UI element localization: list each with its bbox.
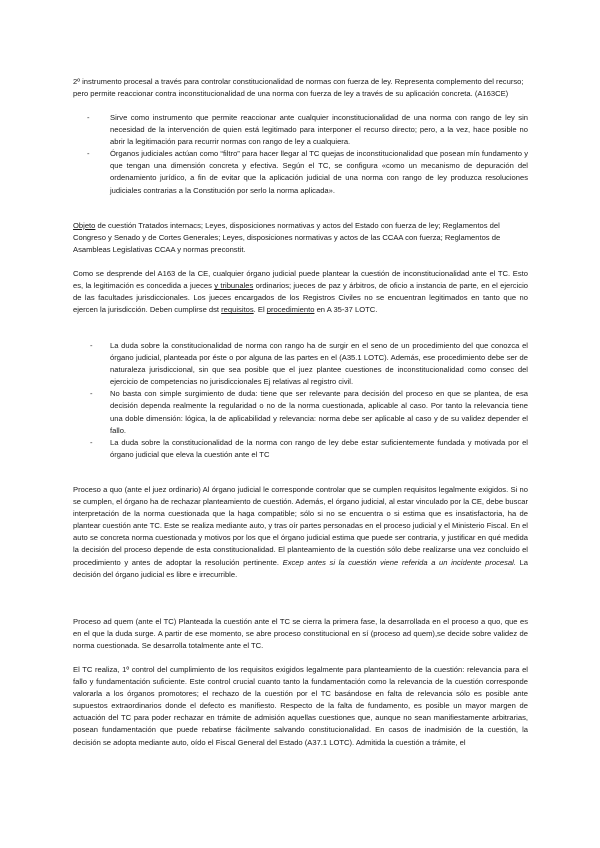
tc-realiza-paragraph: El TC realiza, 1º control del cumplimiento de los requisitos exigidos legalmente para planteamiento de la cuestión: relevancia para el fallo y fundamentación suficiente. Este control crucial cuanto tanto la fundamentación como la relevancia de la cuestión corresponde valorarla a los órganos promotores; el rechazo de la cuestión por el TC basándose en falta de relevancia sólo es posible ante supuestos extraordinarios donde el defecto es manifiesto. Respecto de la falta de fundamento, es posible un mayor margen de actuación del TC para poder rechazar en trámite de admisión aquellas cuestiones que, aunque no sean manifiestamente arbitrarias, posean fundamentación que puede rebatirse fácilmente salvando constitucionalidad. En casos de inadmisión de la cuestión, la decisión se adopta mediante auto, oído el Fiscal General del Estado (A37.1 LOTC). Admitida la cuestión a trámite, el <box>73 665 528 747</box>
proceso-ad-quem-paragraph: Proceso ad quem (ante el TC) Planteada la cuestión ante el TC se cierra la primera fase, la desarrollada en el proceso a quo, que es en el que la duda surge. A partir de ese momento, se abre proceso constitucional en sí (proceso ad quem),se decide sobre validez de norma cuestionada. Se desarrolla totalmente ante el TC. <box>73 617 528 651</box>
text-run: Como se desprende del A163 de la CE, cualquier órgano judicial puede plantear la cuestión de inconstitucionalidad ante el TC. Esto es, la legitimación es concedida a jueces <box>73 269 528 291</box>
bullet-list-2 <box>73 340 528 461</box>
text-run: Proceso a quo (ante el juez ordinario) Al órgano judicial le corresponde controlar que se cumplen requisitos legalmente exigidos. Si no se cumplen, el órgano ha de rechazar planteamiento de cuestión. Además, el órgano judicial, al estar vinculado por la CE, debe buscar interpretación de la norma cuestionada que la haga compatible; sólo si no se encuentra o si estima que es insatisfactoria, ha de plantear cuestión ante TC. Este se realiza mediante auto, y tras oír partes personadas en el proceso judicial y el Ministerio Fiscal. En el auto se concreta norma cuestionada y motivos por los que el órgano judicial estima que puede ser contraria, y justificar en qué medida la decisión del proceso depende de esta constitucionalidad. El planteamiento de la cuestión sólo debe realizarse una vez concluido el procedimiento y antes de adoptar la resolución pertinente. <box>73 485 528 567</box>
text-run: . El <box>253 305 267 315</box>
requisitos-underlined: requisitos <box>221 305 254 315</box>
text-run: en A 35-37 LOTC. <box>314 305 378 315</box>
list-item: - Sirve como instrumento que permite reaccionar ante cualquier inconstitucionalidad de una norma con rango de ley sin necesidad de la intervención de quien está legitimado para interponer el recurso directo; pero, a la vez, hace posible no abrir la legitimación para recurrir normas con rango de ley a cualquiera. <box>73 112 528 148</box>
list-item: - Órganos judiciales actúan como “filtro” para hacer llegar al TC quejas de inconstitucionalidad que posean mín fundamento y que tengan una dimensión concreta y efectiva. Según el TC, se configura «como un mecanismo de depuración del ordenamiento jurídico, a fin de evitar que la aplicación judicial de una norma con rango de ley produzca resoluciones judiciales contrarias a la Constitución por serlo la norma aplicada». <box>73 148 528 196</box>
bullet-list-1 <box>73 112 528 197</box>
objeto-paragraph <box>73 220 528 256</box>
italic-run: Excep antes si la cuestión viene referida a un incidente procesal. <box>282 557 516 567</box>
procedimiento-underlined: procedimiento <box>266 305 315 315</box>
underlined-run: y tribunales <box>214 281 254 291</box>
proceso-a-quo-paragraph <box>73 484 528 581</box>
objeto-text: de cuestión Tratados internacs; Leyes, disposiciones normativas y actos del Estado con fuerza de ley; Reglamentos del Congreso y Senado y de Cortes Generales; Leyes, disposiciones normativas y actos de las CCAA con fuerza; Reglamentos de Asambleas Legislativas CCAA y normas preconstit. <box>73 221 501 255</box>
legitimacion-paragraph <box>73 268 528 316</box>
text-run: La decisión del órgano judicial es libre e irrecurrible. <box>73 557 529 579</box>
list-item: - La duda sobre la constitucionalidad de norma con rango ha de surgir en el seno de un procedimiento del que conozca el órgano judicial, planteada por éste o por alguna de las partes en el (A35.1 LOTC). Además, ese procedimiento debe ser de naturaleza jurisdiccional, sin que sea posible que el juez plantee cuestiones de inconstitucionalidad como consec del ejercicio de competencias no jurisdiccionales Ej relativas al registro civil. <box>73 340 528 388</box>
objeto-label: Objeto <box>73 221 96 230</box>
list-item: - No basta con simple surgimiento de duda: tiene que ser relevante para decisión del proceso en que se plantea, de esa decisión dependa realmente la regularidad o no de la norma cuestionada, aplicable al caso. Por tanto la relevancia tiene una doble dimensión: lógica, la de aplicabilidad y relevancia: norma debe ser aplicable al caso y de su validez depender el fallo. <box>73 388 528 436</box>
list-item: - La duda sobre la constitucionalidad de la norma con rango de ley debe estar suficientemente fundada y motivada por el órgano judicial que eleva la cuestión ante el TC <box>73 437 528 461</box>
intro-paragraph: 2º instrumento procesal a través para controlar constitucionalidad de normas con fuerza de ley. Representa complemento del recurso; pero permite reaccionar contra inconstitucionalidad de una norma con fuerza de ley a través de su aplicación concreta. (A163CE) <box>73 77 524 99</box>
text-run: ordinarios; jueces de paz y árbitros, de oficio a instancia de parte, en el ejercicio de las facultades jurisdiccionales. Los jueces encargados de los Registros Civiles no se encuentran legitimados en tanto que no ejercen la jurisdicción. Deben cumplirse dst <box>73 281 528 315</box>
